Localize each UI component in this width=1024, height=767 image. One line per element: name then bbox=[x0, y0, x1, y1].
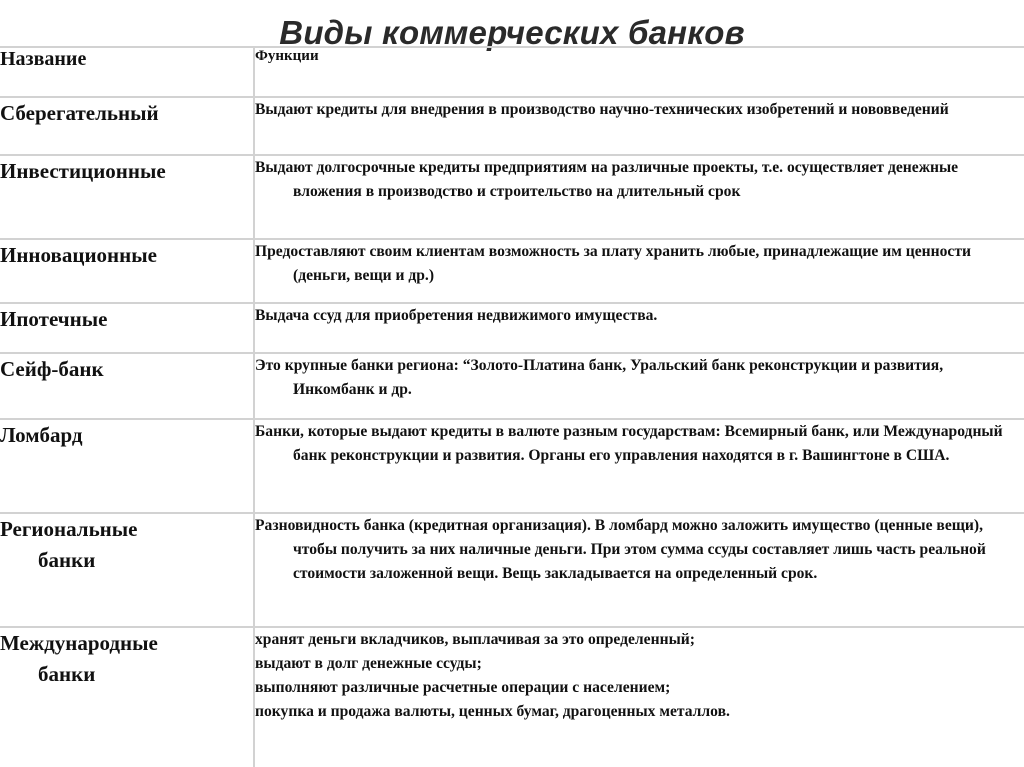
bank-name: Ипотечные bbox=[0, 307, 108, 331]
bank-name-cell bbox=[0, 239, 254, 303]
header-name: Название bbox=[0, 47, 254, 97]
bank-functions: Выдача ссуд для приобретения недвижимого имущества. bbox=[255, 307, 658, 324]
bank-name-cell bbox=[0, 303, 254, 353]
table-header-row bbox=[0, 47, 1024, 97]
bank-name-cell bbox=[0, 155, 254, 239]
bank-function-item: покупка и продажа валюты, ценных бумаг, драгоценных металлов. bbox=[255, 703, 730, 720]
bank-functions-cell bbox=[254, 353, 1024, 419]
bank-name-cell bbox=[0, 513, 254, 627]
bank-functions-cell bbox=[254, 155, 1024, 239]
page-title: Виды коммерческих банков bbox=[279, 14, 745, 51]
table-row bbox=[0, 303, 1024, 353]
table-row bbox=[0, 419, 1024, 513]
bank-name: Региональные bbox=[0, 517, 138, 541]
bank-functions-cell bbox=[254, 97, 1024, 155]
table-row bbox=[0, 353, 1024, 419]
bank-name: Сейф-банк bbox=[0, 357, 104, 381]
bank-functions-cell bbox=[254, 419, 1024, 513]
bank-name-cell bbox=[0, 627, 254, 767]
table-row bbox=[0, 97, 1024, 155]
bank-function-item: выдают в долг денежные ссуды; bbox=[255, 655, 482, 672]
bank-functions-cell bbox=[254, 239, 1024, 303]
bank-functions-cell bbox=[254, 513, 1024, 627]
bank-functions: Выдают кредиты для внедрения в производство научно-технических изобретений и нововведений bbox=[255, 101, 949, 118]
bank-functions: Предоставляют своим клиентам возможность за плату хранить любые, принадлежащие им ценности (деньги, вещи и др.) bbox=[255, 243, 971, 284]
bank-name: Ломбард bbox=[0, 423, 83, 447]
table-row bbox=[0, 239, 1024, 303]
banks-table bbox=[0, 46, 1024, 767]
bank-name: Международные bbox=[0, 631, 158, 655]
bank-functions: Это крупные банки региона: “Золото-Платина банк, Уральский банк реконструкции и развития, Инкомбанк и др. bbox=[255, 357, 944, 398]
bank-functions-cell bbox=[254, 303, 1024, 353]
bank-name-line-2: банки bbox=[38, 548, 96, 572]
header-functions: Функции bbox=[254, 47, 1024, 97]
bank-name-line-2: банки bbox=[38, 662, 96, 686]
bank-name: Инновационные bbox=[0, 243, 157, 267]
bank-name-cell bbox=[0, 419, 254, 513]
table-row bbox=[0, 627, 1024, 767]
bank-functions: Выдают долгосрочные кредиты предприятиям на различные проекты, т.е. осуществляет денежные вложения в производство и строительство на длительный срок bbox=[255, 159, 959, 200]
table-row bbox=[0, 155, 1024, 239]
bank-functions-cell bbox=[254, 627, 1024, 767]
table-row bbox=[0, 513, 1024, 627]
bank-functions: Разновидность банка (кредитная организация). В ломбард можно заложить имущество (ценные вещи), чтобы получить за них наличные деньги. При этом сумма ссуды составляет лишь часть реальной стоимости заложенной вещи. Вещь закладывается на определенный срок. bbox=[255, 517, 986, 582]
bank-name-cell bbox=[0, 97, 254, 155]
bank-name: Инвестиционные bbox=[0, 159, 166, 183]
bank-function-item: выполняют различные расчетные операции с населением; bbox=[255, 679, 671, 696]
bank-name-cell bbox=[0, 353, 254, 419]
bank-function-item: хранят деньги вкладчиков, выплачивая за это определенный; bbox=[255, 631, 695, 648]
bank-name: Сберегательный bbox=[0, 101, 159, 125]
bank-functions: Банки, которые выдают кредиты в валюте разным государствам: Всемирный банк, или Международный банк реконструкции и развития. Органы его управления находятся в г. Вашингтоне в США. bbox=[255, 423, 1003, 464]
